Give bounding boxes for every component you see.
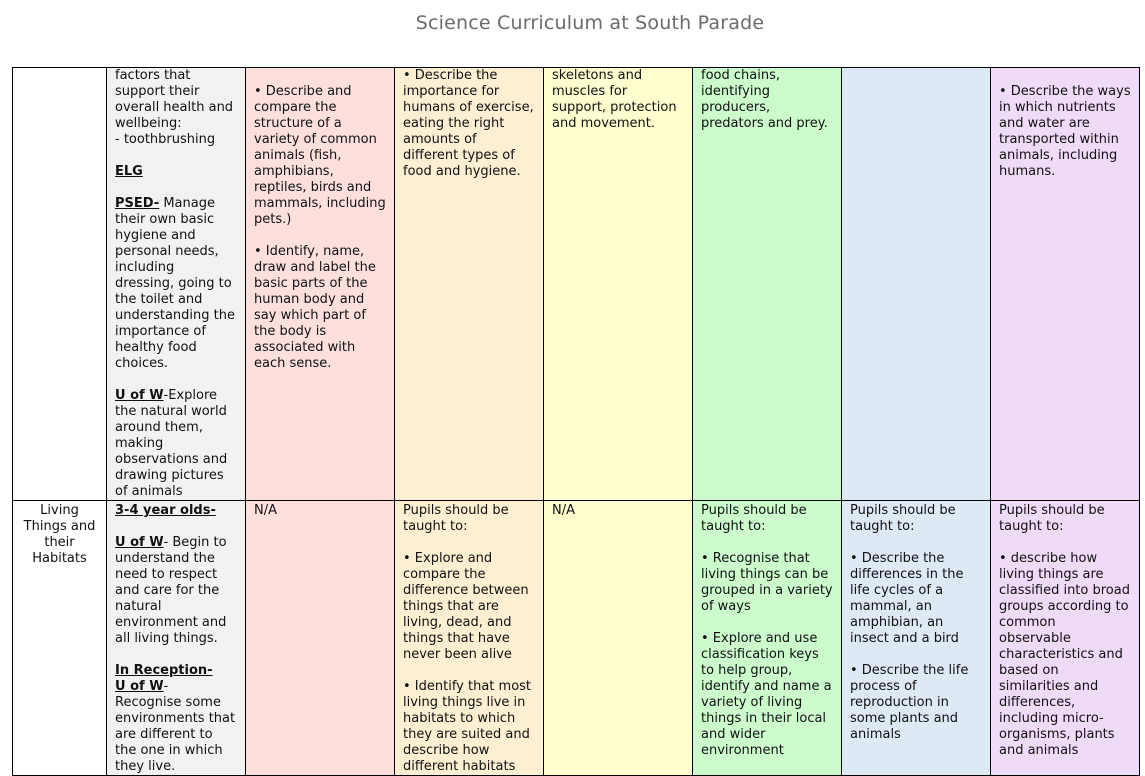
year2-cell — [395, 68, 544, 501]
table-row — [13, 501, 1140, 776]
year2-bullet: • Explore and compare the difference between things that are living, dead, and things that have never been alive — [403, 551, 529, 662]
year2-intro: Pupils should be taught to: — [403, 503, 509, 534]
year6-cell — [991, 501, 1140, 776]
year5-intro: Pupils should be taught to: — [850, 503, 956, 534]
eyfs-item: - toothbrushing — [115, 132, 216, 147]
year6-bullet: • describe how living things are classified into broad groups according to common observable characteristics and based on similarities and differences, including micro-organisms, plants and animals — [999, 551, 1130, 758]
eyfs-intro: factors that support their overall health and wellbeing: — [115, 68, 234, 131]
year4-text: food chains, identifying producers, predators and prey. — [701, 68, 828, 131]
curriculum-table — [12, 67, 1140, 776]
year6-bullet: • Describe the ways in which nutrients and water are transported within animals, including humans. — [999, 84, 1131, 179]
year1-text: N/A — [254, 503, 277, 518]
uofw-label: U of W — [115, 388, 164, 403]
year1-cell — [246, 68, 395, 501]
uofw-label: U of W — [115, 535, 164, 550]
year3-cell — [544, 501, 693, 776]
year6-intro: Pupils should be taught to: — [999, 503, 1105, 534]
elg-heading: ELG — [115, 164, 143, 179]
psed-label: PSED- — [115, 196, 160, 211]
year3-text: N/A — [552, 503, 575, 518]
year4-bullet: • Explore and use classification keys to help group, identify and name a variety of living things in their local and wider environment — [701, 631, 832, 758]
uofw-text: -Explore the natural world around them, making observations and drawing pictures of animals — [115, 388, 228, 499]
page-title: Science Curriculum at South Parade — [415, 12, 765, 34]
year5-cell — [842, 68, 991, 501]
eyfs-cell — [107, 501, 246, 776]
table-row — [13, 68, 1140, 501]
year3-cell — [544, 68, 693, 501]
uofw-label: U of W — [115, 679, 164, 694]
uofw-text: - Begin to understand the need to respect and care for the natural environment and all living things. — [115, 535, 227, 646]
year2-bullet: • Describe the importance for humans of exercise, eating the right amounts of different types of food and hygiene. — [403, 68, 534, 179]
topic-cell: Living Things and their Habitats — [13, 501, 107, 776]
year2-bullet: • Identify that most living things live in habitats to which they are suited and describe how different habitats — [403, 679, 532, 774]
psed-text: Manage their own basic hygiene and personal needs, including dressing, going to the toilet and understanding the importance of healthy food choices. — [115, 196, 235, 371]
year4-bullet: • Recognise that living things can be grouped in a variety of ways — [701, 551, 833, 614]
year1-bullet: • Describe and compare the structure of a variety of common animals (fish, amphibians, reptiles, birds and mammals, including pets.) — [254, 84, 386, 227]
year2-cell — [395, 501, 544, 776]
year3-text: skeletons and muscles for support, protection and movement. — [552, 68, 677, 131]
age-label: 3-4 year olds- — [115, 503, 216, 518]
year4-cell — [693, 501, 842, 776]
year5-bullet: • Describe the differences in the life cycles of a mammal, an amphibian, an insect and a bird — [850, 551, 964, 646]
year1-cell — [246, 501, 395, 776]
eyfs-cell — [107, 68, 246, 501]
year5-cell — [842, 501, 991, 776]
year5-bullet: • Describe the life process of reproduction in some plants and animals — [850, 663, 969, 742]
year4-cell — [693, 68, 842, 501]
year1-bullet: • Identify, name, draw and label the basic parts of the human body and say which part of the body is associated with each sense. — [254, 244, 376, 371]
reception-label: In Reception- — [115, 663, 213, 678]
year6-cell — [991, 68, 1140, 501]
topic-cell — [13, 68, 107, 501]
year4-intro: Pupils should be taught to: — [701, 503, 807, 534]
uofw-text: - Recognise some environments that are different to the one in which they live. — [115, 679, 236, 774]
